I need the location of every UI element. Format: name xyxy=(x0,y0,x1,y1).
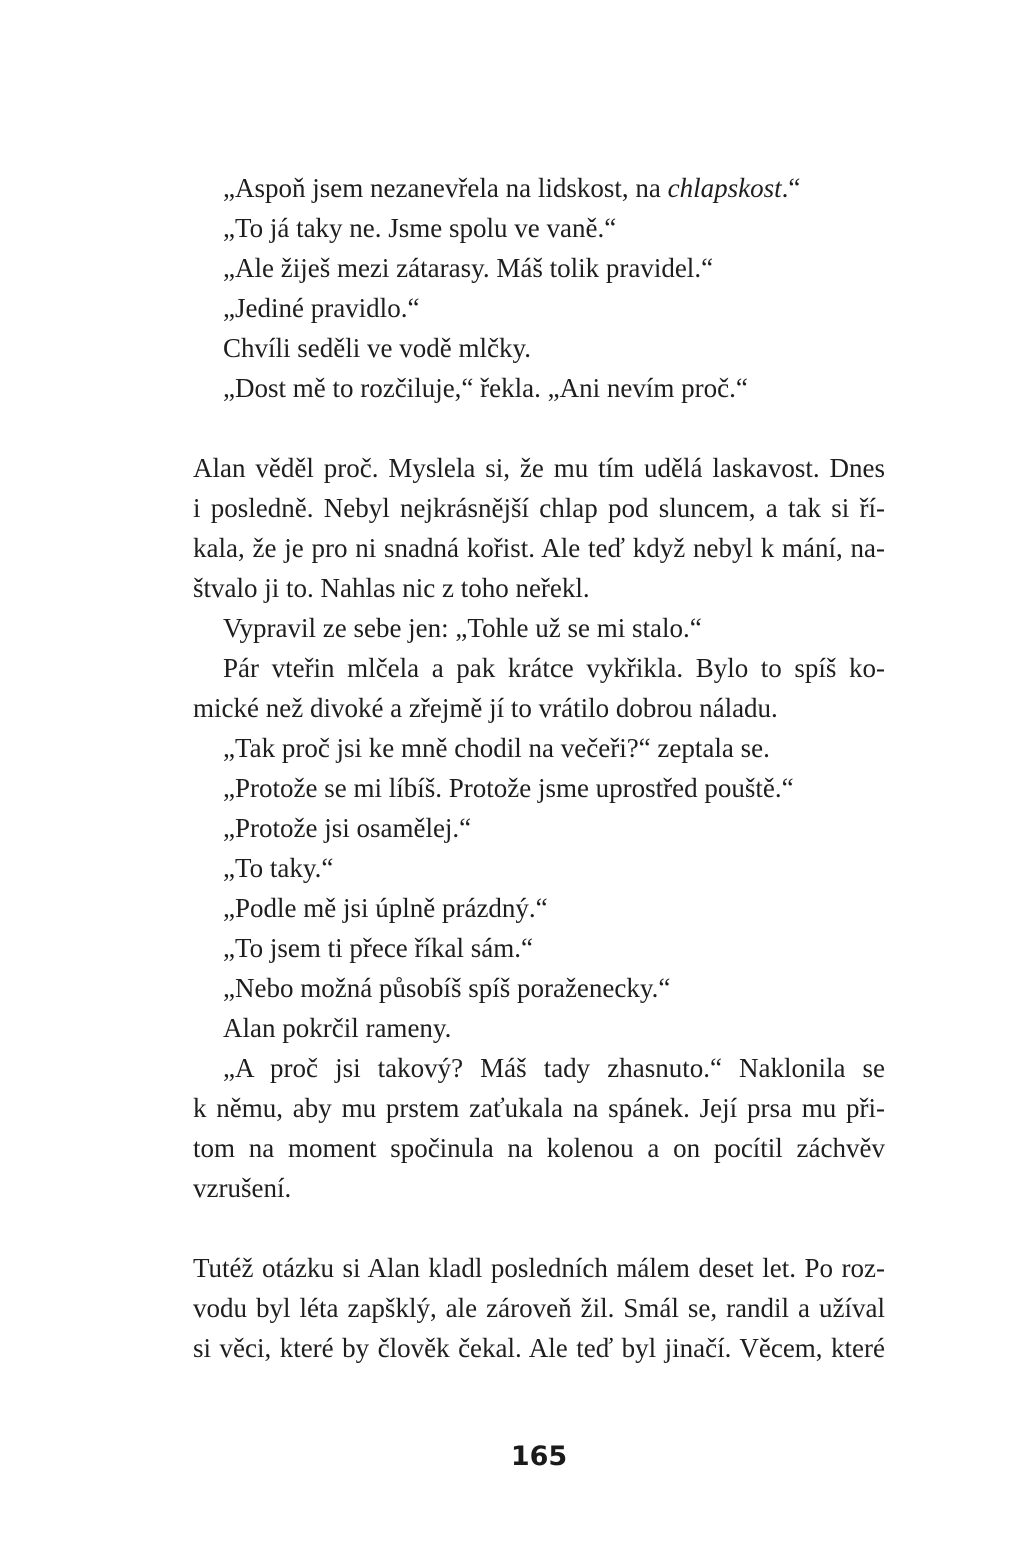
italic-word: chlapskost xyxy=(667,173,782,203)
text-line: vzrušení. xyxy=(193,1173,292,1203)
text-segment: .“ xyxy=(781,173,801,203)
text-line: „Protože jsi osamělej.“ xyxy=(223,813,472,843)
text-line: „Jediné pravidlo.“ xyxy=(223,293,420,323)
text-line: i posledně. Nebyl nejkrásnější chlap pod sluncem, a tak si ří- xyxy=(193,493,885,523)
text-line: „Podle mě jsi úplně prázdný.“ xyxy=(223,893,548,923)
paragraph-break xyxy=(193,408,885,448)
text-line: k němu, aby mu prstem zaťukala na spánek. Její prsa mu při- xyxy=(193,1093,885,1123)
text-line: „To jsem ti přece říkal sám.“ xyxy=(223,933,533,963)
text-line: štvalo ji to. Nahlas nic z toho neřekl. xyxy=(193,573,590,603)
text-line: Tutéž otázku si Alan kladl posledních málem deset let. Po roz- xyxy=(193,1253,885,1283)
text-line: „Ale žiješ mezi zátarasy. Máš tolik pravidel.“ xyxy=(223,253,714,283)
text-line xyxy=(193,168,885,208)
text-line: Vypravil ze sebe jen: „Tohle už se mi stalo.“ xyxy=(223,613,702,643)
text-line: tom na moment spočinula na kolenou a on pocítil záchvěv xyxy=(193,1133,885,1163)
text-line: „To já taky ne. Jsme spolu ve vaně.“ xyxy=(223,213,617,243)
text-line: mické než divoké a zřejmě jí to vrátilo dobrou náladu. xyxy=(193,693,778,723)
text-line: „Tak proč jsi ke mně chodil na večeři?“ zeptala se. xyxy=(223,733,770,763)
text-line: „Nebo možná působíš spíš poraženecky.“ xyxy=(223,973,671,1003)
text-line: Alan pokrčil rameny. xyxy=(223,1013,452,1043)
text-line: „Protože se mi líbíš. Protože jsme uprostřed pouště.“ xyxy=(223,773,794,803)
text-line: vodu byl léta zapšklý, ale zároveň žil. Smál se, randil a užíval xyxy=(193,1293,885,1323)
text-line: Pár vteřin mlčela a pak krátce vykřikla. Bylo to spíš ko- xyxy=(223,653,885,683)
text-line: Chvíli seděli ve vodě mlčky. xyxy=(223,333,531,363)
text-line: „Dost mě to rozčiluje,“ řekla. „Ani nevím proč.“ xyxy=(223,373,748,403)
text-line: kala, že je pro ni snadná kořist. Ale teď když nebyl k mání, na- xyxy=(193,533,885,563)
text-line: si věci, které by člověk čekal. Ale teď byl jinačí. Věcem, které xyxy=(193,1333,885,1363)
page-number: 165 xyxy=(510,1441,568,1472)
page-text-block xyxy=(193,168,885,1368)
text-segment: „Aspoň jsem nezanevřela na lidskost, na xyxy=(223,173,668,203)
text-line: Alan věděl proč. Myslela si, že mu tím udělá laskavost. Dnes xyxy=(193,453,885,483)
paragraph-break xyxy=(193,1208,885,1248)
text-line: „To taky.“ xyxy=(223,853,334,883)
text-line: „A proč jsi takový? Máš tady zhasnuto.“ Naklonila se xyxy=(223,1053,885,1083)
